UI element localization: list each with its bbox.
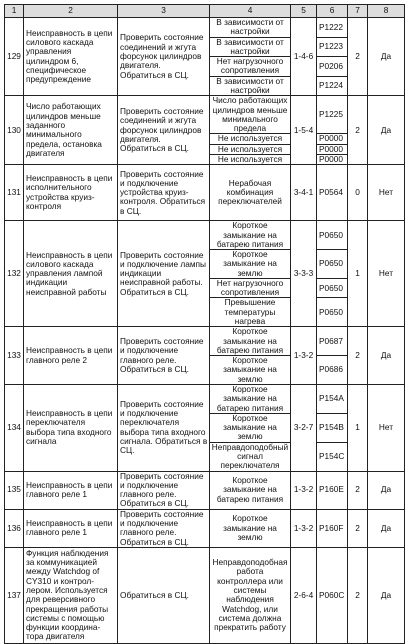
column-header-4: 4 bbox=[210, 5, 291, 18]
row-number: 137 bbox=[5, 547, 24, 643]
dtc-code: P1224 bbox=[317, 76, 348, 96]
fault-condition: Число работающих цилиндров меньше минимального предела bbox=[210, 96, 291, 134]
dtc-code: P0650 bbox=[317, 221, 348, 250]
severity-level: 2 bbox=[348, 509, 368, 547]
recommended-action: Проверить состояние и подключение лампы индикации неисправной работы. Обратиться в СЦ. bbox=[118, 221, 210, 327]
dtc-code: P1223 bbox=[317, 37, 348, 57]
fault-description: Неисправность в цепи исполнительного устройства круиз-контроля bbox=[24, 165, 118, 221]
column-header-1: 1 bbox=[5, 5, 24, 18]
fault-description: Неисправность в цепи переключателя выбора типа входного сигнала bbox=[24, 385, 118, 472]
blink-code: 2-6-4 bbox=[291, 547, 317, 643]
fault-condition: Нет нагрузочного сопротивления bbox=[210, 57, 291, 77]
recommended-action: Проверить состояние соединений и жгута форсунок цилиндров двигателя. Обратиться в СЦ. bbox=[118, 18, 210, 96]
fault-condition: Неправдоподобная работа контроллера или системы наблюдения Watchdog, или система должна прекратить работу bbox=[210, 547, 291, 643]
table-row bbox=[5, 18, 405, 38]
dtc-code: P0206 bbox=[317, 57, 348, 77]
dtc-code: P160F bbox=[317, 509, 348, 547]
fault-description: Число работающих цилиндров меньше заданного минимального предела, остановка двигателя bbox=[24, 96, 118, 165]
fault-description: Неисправность в цепи главного реле 1 bbox=[24, 509, 118, 547]
table-row bbox=[5, 327, 405, 356]
dtc-code: P1222 bbox=[317, 18, 348, 38]
column-header-7: 7 bbox=[348, 5, 368, 18]
fault-condition: Короткое замыкание на землю bbox=[210, 250, 291, 279]
dtc-code: P154B bbox=[317, 413, 348, 442]
recommended-action: Проверить состояние и подключение главного реле. Обратиться в СЦ. bbox=[118, 327, 210, 385]
recommended-action: Проверить состояние и подключение устройства круиз-контроля. Обратиться в СЦ. bbox=[118, 165, 210, 221]
fault-condition: Не используется bbox=[210, 154, 291, 164]
fault-condition: Превышение температуры нагрева bbox=[210, 298, 291, 327]
column-header-8: 8 bbox=[368, 5, 405, 18]
fault-description: Неисправность в цепи главного реле 1 bbox=[24, 471, 118, 509]
table-row bbox=[5, 96, 405, 134]
blink-code: 1-3-2 bbox=[291, 509, 317, 547]
row-number: 134 bbox=[5, 385, 24, 472]
dtc-code: P0687 bbox=[317, 327, 348, 356]
dtc-code: P0564 bbox=[317, 165, 348, 221]
fault-condition: Нет нагрузочного сопротивления bbox=[210, 278, 291, 298]
fault-condition: Короткое замыкание на землю bbox=[210, 413, 291, 442]
fault-condition: В зависимости от настройки bbox=[210, 18, 291, 38]
table-row bbox=[5, 385, 405, 414]
diagnostic-codes-table bbox=[4, 4, 405, 644]
fault-condition: Нерабочая комбинация переключателей bbox=[210, 165, 291, 221]
dtc-code: P0650 bbox=[317, 250, 348, 279]
severity-level: 2 bbox=[348, 18, 368, 96]
dtc-code: P154A bbox=[317, 385, 348, 414]
mil-indicator: Да bbox=[368, 18, 405, 96]
recommended-action: Проверить состояние соединений и жгута форсунок цилиндров двигателя. Обратиться в СЦ. bbox=[118, 96, 210, 165]
recommended-action: Проверить состояние и подключение главного реле. Обратиться в СЦ. bbox=[118, 471, 210, 509]
table-row bbox=[5, 221, 405, 250]
row-number: 131 bbox=[5, 165, 24, 221]
dtc-code: P0000 bbox=[317, 134, 348, 144]
row-number: 133 bbox=[5, 327, 24, 385]
severity-level: 2 bbox=[348, 471, 368, 509]
mil-indicator: Да bbox=[368, 327, 405, 385]
mil-indicator: Нет bbox=[368, 165, 405, 221]
dtc-code: P0650 bbox=[317, 278, 348, 298]
fault-condition: Короткое замыкание на землю bbox=[210, 509, 291, 547]
fault-condition: Короткое замыкание на батарею питания bbox=[210, 221, 291, 250]
mil-indicator: Нет bbox=[368, 221, 405, 327]
table-row bbox=[5, 471, 405, 509]
blink-code: 1-4-6 bbox=[291, 18, 317, 96]
fault-description: Неисправность в цепи главного реле 2 bbox=[24, 327, 118, 385]
mil-indicator: Да bbox=[368, 509, 405, 547]
row-number: 132 bbox=[5, 221, 24, 327]
fault-condition: Короткое замыкание на батарею питания bbox=[210, 385, 291, 414]
blink-code: 1-3-2 bbox=[291, 327, 317, 385]
fault-condition: Не используется bbox=[210, 144, 291, 154]
mil-indicator: Нет bbox=[368, 385, 405, 472]
dtc-code: P060C bbox=[317, 547, 348, 643]
dtc-code: P160E bbox=[317, 471, 348, 509]
dtc-code: P0686 bbox=[317, 356, 348, 385]
severity-level: 1 bbox=[348, 385, 368, 472]
recommended-action: Проверить состояние и подключение переключателя выбора типа входного сигнала. Обратиться в СЦ. bbox=[118, 385, 210, 472]
blink-code: 3-2-7 bbox=[291, 385, 317, 472]
blink-code: 3-4-1 bbox=[291, 165, 317, 221]
severity-level: 1 bbox=[348, 221, 368, 327]
blink-code: 1-3-2 bbox=[291, 471, 317, 509]
table-row bbox=[5, 165, 405, 221]
blink-code: 3-3-3 bbox=[291, 221, 317, 327]
fault-condition: В зависимости от настройки bbox=[210, 76, 291, 96]
blink-code: 1-5-4 bbox=[291, 96, 317, 165]
severity-level: 2 bbox=[348, 327, 368, 385]
dtc-code: P154C bbox=[317, 442, 348, 471]
mil-indicator: Да bbox=[368, 471, 405, 509]
fault-condition: Не используется bbox=[210, 134, 291, 144]
mil-indicator: Да bbox=[368, 547, 405, 643]
recommended-action: Обратиться в СЦ. bbox=[118, 547, 210, 643]
header-row bbox=[5, 5, 405, 18]
row-number: 136 bbox=[5, 509, 24, 547]
fault-condition: Короткое замыкание на батарею питания bbox=[210, 327, 291, 356]
table-row bbox=[5, 547, 405, 643]
fault-description: Функция наблюдения за коммуникацией между Watchdog of CY310 и контрол-лером. Используется для реверсивного прекращения работы системы с помощью функции координа-тора двигателя bbox=[24, 547, 118, 643]
severity-level: 2 bbox=[348, 96, 368, 165]
column-header-5: 5 bbox=[291, 5, 317, 18]
column-header-6: 6 bbox=[317, 5, 348, 18]
fault-condition: Короткое замыкание на землю bbox=[210, 356, 291, 385]
severity-level: 0 bbox=[348, 165, 368, 221]
row-number: 129 bbox=[5, 18, 24, 96]
column-header-3: 3 bbox=[118, 5, 210, 18]
dtc-code: P0000 bbox=[317, 144, 348, 154]
table-body bbox=[5, 18, 405, 644]
severity-level: 2 bbox=[348, 547, 368, 643]
mil-indicator: Да bbox=[368, 96, 405, 165]
column-header-2: 2 bbox=[24, 5, 118, 18]
fault-description: Неисправность в цепи силового каскада управления цилиндром 6, специфическое предупреждение bbox=[24, 18, 118, 96]
recommended-action: Проверить состояние и подключение главного реле. Обратиться в СЦ. bbox=[118, 509, 210, 547]
fault-condition: В зависимости от настройки bbox=[210, 37, 291, 57]
dtc-code: P1225 bbox=[317, 96, 348, 134]
diagnostic-table-page bbox=[4, 4, 404, 642]
dtc-code: P0650 bbox=[317, 298, 348, 327]
table-row bbox=[5, 509, 405, 547]
row-number: 135 bbox=[5, 471, 24, 509]
fault-condition: Короткое замыкание на батарею питания bbox=[210, 471, 291, 509]
fault-condition: Неправдоподобный сигнал переключателя bbox=[210, 442, 291, 471]
dtc-code: P0000 bbox=[317, 154, 348, 164]
fault-description: Неисправность в цепи силового каскада управления лампой индикации неисправной работы bbox=[24, 221, 118, 327]
row-number: 130 bbox=[5, 96, 24, 165]
